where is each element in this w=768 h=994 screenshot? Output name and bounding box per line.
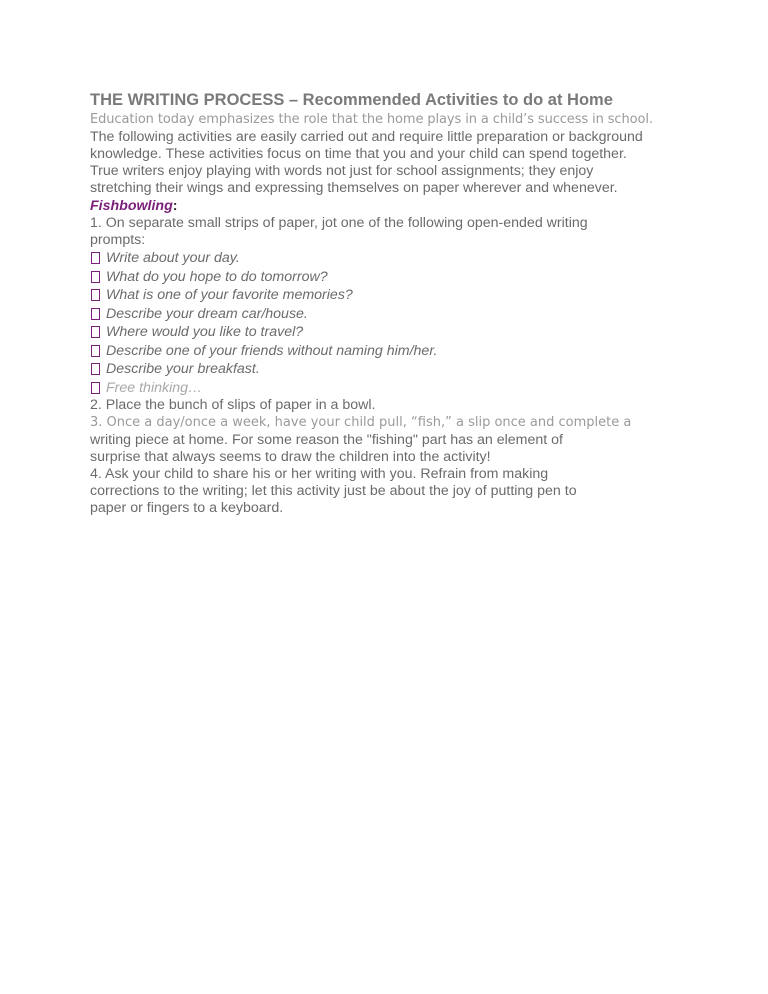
document-page [90,89,690,517]
checkbox-square-icon [91,308,100,320]
prompt-text: Where would you like to travel? [106,324,304,340]
prompt-list [90,249,690,397]
prompt-item [90,360,690,379]
checkbox-square-icon [91,271,100,283]
document-title: THE WRITING PROCESS – Recommended Activities to do at Home [90,91,613,109]
section-heading-colon: : [172,198,178,214]
prompt-text: Write about your day. [106,250,240,266]
intro-sentence: Education today emphasizes the role that the home plays in a child’s success in school. [90,112,653,127]
step-4-line: 4. Ask your child to share his or her writing with you. Refrain from making [90,466,549,482]
step-3-line: writing piece at home. For some reason the "fishing" part has an element of [90,432,563,448]
prompt-item [90,249,690,268]
step-3-line: surprise that always seems to draw the children into the activity! [90,449,491,465]
intro-line: knowledge. These activities focus on time that you and your child can spend together. [90,146,627,162]
checkbox-square-icon [91,252,100,264]
intro-line: True writers enjoy playing with words not just for school assignments; they enjoy [90,163,594,179]
prompt-item [90,305,690,324]
section-heading [90,197,690,215]
checkbox-square-icon [91,289,100,301]
prompt-item [90,379,690,398]
prompt-item [90,323,690,342]
prompt-text: Describe one of your friends without naming him/her. [106,342,438,359]
intro-line: The following activities are easily carried out and require little preparation or background [90,129,643,145]
prompt-item [90,286,690,305]
checkbox-square-icon [91,326,100,338]
prompt-item [90,342,690,361]
step-1-line: prompts: [90,232,146,248]
prompt-text: Describe your breakfast. [106,361,260,377]
checkbox-square-icon [91,382,100,394]
prompt-text: What is one of your favorite memories? [106,287,353,303]
step-2-line: 2. Place the bunch of slips of paper in a bowl. [90,397,376,413]
intro-line: stretching their wings and expressing themselves on paper wherever and whenever. [90,180,618,196]
step-4-line: paper or fingers to a keyboard. [90,500,284,516]
prompt-text: What do you hope to do tomorrow? [106,268,328,285]
checkbox-square-icon [91,363,100,375]
step-4-line: corrections to the writing; let this activity just be about the joy of putting pen to [90,483,577,499]
prompt-text: Describe your dream car/house. [106,305,308,322]
step-3-line: 3. Once a day/once a week, have your child pull, “fish,” a slip once and complete a [90,415,632,430]
step-1-line: 1. On separate small strips of paper, jot one of the following open-ended writing [90,215,588,231]
section-heading-text: Fishbowling [90,198,173,214]
prompt-item [90,268,690,287]
checkbox-square-icon [91,345,100,357]
prompt-text: Free thinking… [106,379,203,396]
